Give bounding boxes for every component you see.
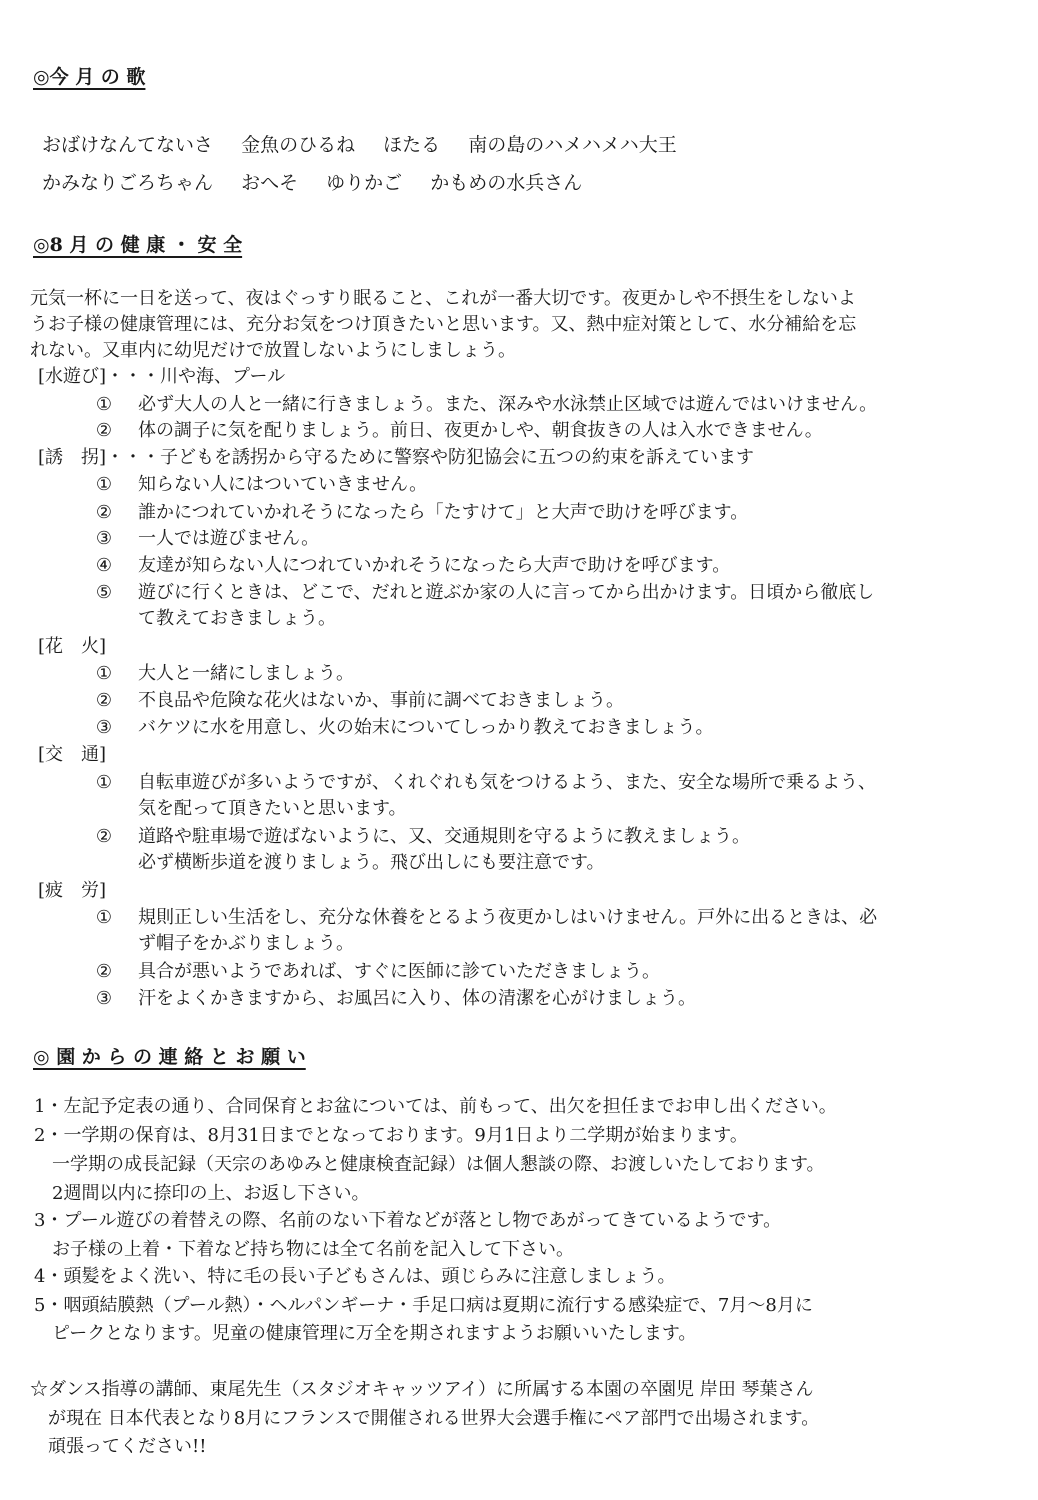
dance-note-line: が現在 日本代表となり8月にフランスで開催される世界大会選手権にペア部門で出場されます。 xyxy=(30,1408,820,1429)
item-number: ① xyxy=(95,772,113,793)
song-title: おばけなんてないさ xyxy=(42,134,214,156)
item-number: ① xyxy=(95,663,113,684)
notices-heading: ◎ 園 か ら の 連 絡 と お 願 い xyxy=(33,1046,306,1068)
item-number: ① xyxy=(95,474,113,495)
category-water: [水遊び]・・・川や海、プール xyxy=(38,366,286,387)
category-traffic: [交 通] xyxy=(38,744,107,765)
category-kidnap: [誘 拐]・・・子どもを誘拐から守るために警察や防犯協会に五つの約束を訴えています xyxy=(38,447,755,468)
item-text: 一人では遊びません。 xyxy=(138,528,320,549)
song-title: ほたる xyxy=(383,134,441,156)
intro-line: 元気一杯に一日を送って、夜はぐっすり眠ること、これが一番大切です。夜更かしや不摂生をしないよ xyxy=(30,288,856,309)
notice-line: 1・左記予定表の通り、合同保育とお盆については、前もって、出欠を担任までお申し出ください。 xyxy=(34,1096,837,1117)
item-number: ② xyxy=(95,826,113,847)
item-number: ② xyxy=(95,420,113,441)
song-title: 南の島のハメハメハ大王 xyxy=(468,134,677,156)
item-text: 遊びに行くときは、どこで、だれと遊ぶか家の人に言ってから出かけます。日頃から徹底し xyxy=(138,582,875,603)
song-title: おへそ xyxy=(241,172,299,194)
item-text: 知らない人にはついていきません。 xyxy=(138,474,428,495)
notice-line: 2週間以内に捺印の上、お返し下さい。 xyxy=(34,1183,370,1204)
notice-line: 2・一学期の保育は、8月31日までとなっております。9月1日より二学期が始まります。 xyxy=(34,1125,748,1146)
notice-line: 5・咽頭結膜熱（プール熱）・ヘルパンギーナ・手足口病は夏期に流行する感染症で、7月～8月に xyxy=(34,1295,813,1316)
songs-row-2 xyxy=(42,168,604,198)
item-number: ③ xyxy=(95,717,113,738)
category-fireworks: [花 火] xyxy=(38,636,107,657)
item-text: ず帽子をかぶりましょう。 xyxy=(138,933,354,954)
item-text: て教えておきましょう。 xyxy=(138,608,336,629)
dance-note-line: 頑張ってください!! xyxy=(30,1436,207,1457)
item-text: 規則正しい生活をし、充分な休養をとるよう夜更かしはいけません。戸外に出るときは、必 xyxy=(138,907,878,928)
intro-line: うお子様の健康管理には、充分お気をつけ頂きたいと思います。又、熱中症対策として、水分補給を忘 xyxy=(30,314,857,335)
item-text: 大人と一緒にしましょう。 xyxy=(138,663,354,684)
item-number: ② xyxy=(95,690,113,711)
item-number: ② xyxy=(95,961,113,982)
item-text: 汗をよくかきますから、お風呂に入り、体の清潔を心がけましょう。 xyxy=(138,988,696,1009)
category-fatigue: [疲 労] xyxy=(38,880,107,901)
item-text: 不良品や危険な花火はないか、事前に調べておきましょう。 xyxy=(138,690,624,711)
songs-heading: ◎今 月 の 歌 xyxy=(33,66,146,88)
item-number: ⑤ xyxy=(95,582,113,603)
item-text: 誰かにつれていかれそうになったら「たすけて」と大声で助けを呼びます。 xyxy=(138,502,749,523)
item-number: ① xyxy=(95,907,113,928)
notice-line: 4・頭髪をよく洗い、特に毛の長い子どもさんは、頭じらみに注意しましょう。 xyxy=(34,1266,676,1287)
notice-line: お子様の上着・下着など持ち物には全て名前を記入して下さい。 xyxy=(34,1239,574,1260)
notice-line: 一学期の成長記録（天宗のあゆみと健康検査記録）は個人懇談の際、お渡しいたしております。 xyxy=(34,1154,825,1175)
item-text: 体の調子に気を配りましょう。前日、夜更かしや、朝食抜きの人は入水できません。 xyxy=(138,420,823,441)
item-number: ① xyxy=(95,394,113,415)
item-text: 必ず大人の人と一緒に行きましょう。また、深みや水泳禁止区域では遊んではいけません。 xyxy=(138,394,878,415)
song-title: 金魚のひるね xyxy=(241,134,356,156)
notice-line: 3・プール遊びの着替えの際、名前のない下着などが落とし物であがってきているようです。 xyxy=(34,1210,782,1231)
song-title: ゆりかご xyxy=(326,172,403,194)
item-text: 具合が悪いようであれば、すぐに医師に診ていただきましょう。 xyxy=(138,961,660,982)
song-title: かもめの水兵さん xyxy=(430,172,583,194)
dance-note-line: ☆ダンス指導の講師、東尾先生（スタジオキャッツアイ）に所属する本園の卒園児 岸田 琴葉さん xyxy=(30,1379,814,1400)
item-text: バケツに水を用意し、火の始末についてしっかり教えておきましょう。 xyxy=(138,717,714,738)
notice-line: ピークとなります。児童の健康管理に万全を期されますようお願いいたします。 xyxy=(34,1323,697,1344)
item-text: 気を配って頂きたいと思います。 xyxy=(138,798,407,819)
item-number: ③ xyxy=(95,528,113,549)
item-text: 必ず横断歩道を渡りましょう。飛び出しにも要注意です。 xyxy=(138,852,605,873)
item-text: 友達が知らない人につれていかれそうになったら大声で助けを呼びます。 xyxy=(138,555,731,576)
item-text: 自転車遊びが多いようですが、くれぐれも気をつけるよう、また、安全な場所で乗るよう、 xyxy=(138,772,876,793)
item-number: ④ xyxy=(95,555,113,576)
health-safety-heading: ◎8 月 の 健 康 ・ 安 全 xyxy=(33,234,243,256)
item-number: ② xyxy=(95,502,113,523)
item-number: ③ xyxy=(95,988,113,1009)
intro-line: れない。又車内に幼児だけで放置しないようにしましょう。 xyxy=(30,340,516,361)
song-title: かみなりごろちゃん xyxy=(42,172,214,194)
songs-row-1 xyxy=(42,130,699,160)
item-text: 道路や駐車場で遊ばないように、又、交通規則を守るように教えましょう。 xyxy=(138,826,750,847)
